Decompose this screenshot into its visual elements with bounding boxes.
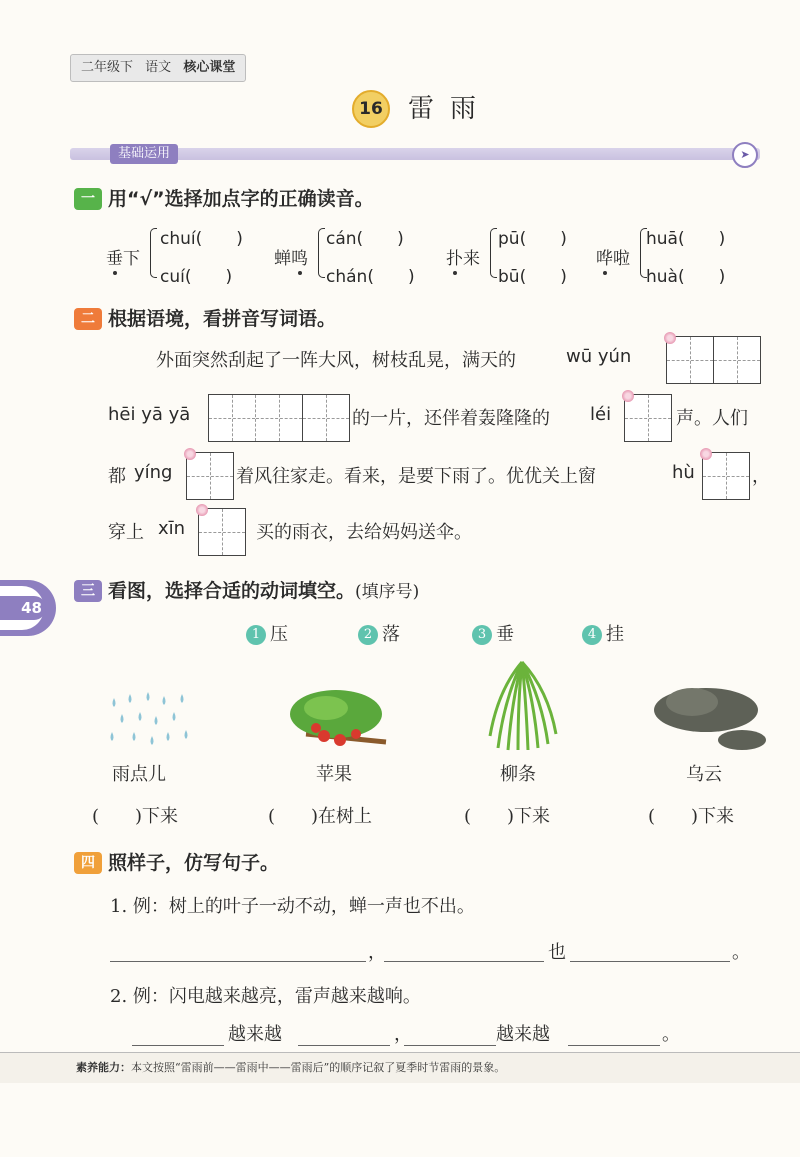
flower-icon — [184, 448, 196, 460]
pinyin-heiyaya: hēi yā yā — [108, 404, 191, 425]
flower-icon — [664, 332, 676, 344]
answer-line[interactable] — [132, 1044, 224, 1046]
page-number: 48 — [0, 596, 46, 620]
fill-blank[interactable]: ( )在树上 — [268, 806, 373, 827]
answer-grid[interactable] — [198, 508, 246, 556]
option-4: 4 挂 — [582, 620, 624, 646]
footer-note — [0, 1052, 800, 1083]
q2-line2-end: 声。人们 — [676, 408, 748, 429]
footer-text: 本文按照“雷雨前——雷雨中——雷雨后”的顺序记叙了夏季时节雷雨的景象。 — [131, 1061, 506, 1074]
brace — [490, 228, 497, 278]
q4-period: 。 — [662, 1024, 680, 1045]
q2-line4-text: 买的雨衣，去给妈妈送伞。 — [256, 522, 472, 543]
q1-option[interactable]: cuí( ) — [160, 267, 233, 287]
answer-line[interactable] — [110, 960, 366, 962]
apple-tree-picture — [286, 684, 390, 754]
option-2: 2 落 — [358, 620, 400, 646]
fill-blank[interactable]: ( )下来 — [464, 806, 551, 827]
q1-title: 用“√”选择加点字的正确读音。 — [108, 188, 374, 210]
option-1: 1 压 — [246, 620, 288, 646]
answer-grid[interactable] — [702, 452, 750, 500]
fill-blank[interactable]: ( )下来 — [92, 806, 179, 827]
q3-number: 三 — [74, 580, 102, 602]
subject-label: 语文 — [145, 60, 172, 75]
q1-option[interactable]: chán( ) — [326, 267, 415, 287]
q4-example-1: 1. 例：树上的叶子一动不动，蝉一声也不出。 — [110, 896, 475, 917]
q1-option[interactable]: pū( ) — [498, 229, 567, 249]
option-3: 3 垂 — [472, 620, 514, 646]
dark-cloud-picture — [650, 680, 770, 752]
answer-grid[interactable] — [624, 394, 672, 442]
q1-header — [74, 184, 374, 211]
q4-ye: 也 — [548, 942, 566, 963]
q1-option[interactable]: cán( ) — [326, 229, 404, 249]
flower-icon — [622, 390, 634, 402]
q1-option[interactable]: bū( ) — [498, 267, 567, 287]
answer-line[interactable] — [298, 1044, 390, 1046]
q2-line2-text: 的一片，还伴着轰隆隆的 — [352, 408, 550, 429]
series-label: 核心课堂 — [183, 60, 236, 75]
answer-line[interactable] — [404, 1044, 496, 1046]
q4-header — [74, 848, 279, 875]
flower-icon — [196, 504, 208, 516]
q4-period: 。 — [732, 942, 750, 963]
q1-option[interactable]: huà( ) — [646, 267, 726, 287]
q4-comma: ， — [394, 1024, 412, 1045]
q4-yuelaiyue: 越来越 — [228, 1024, 282, 1045]
cursor-icon: ➤ — [732, 142, 758, 168]
fill-blank[interactable]: ( )下来 — [648, 806, 735, 827]
q2-number: 二 — [74, 308, 102, 330]
q2-line3-start: 都 — [108, 466, 126, 487]
q4-number: 四 — [74, 852, 102, 874]
brace — [318, 228, 325, 278]
flower-icon — [700, 448, 712, 460]
q4-title: 照样子，仿写句子。 — [108, 852, 280, 874]
lesson-number: 16 — [352, 90, 390, 128]
q1-word-2: 蝉鸣 — [274, 249, 308, 269]
brace — [150, 228, 157, 278]
q2-line3-end: ， — [752, 466, 770, 487]
q3-hint: (填序号) — [355, 582, 420, 602]
q1-option[interactable]: chuí( ) — [160, 229, 243, 249]
q2-line3-text: 着风往家走。看来，是要下雨了。优优关上窗 — [236, 466, 596, 487]
answer-line[interactable] — [568, 1044, 660, 1046]
q2-line4-start: 穿上 — [108, 522, 144, 543]
q4-yuelaiyue: 越来越 — [496, 1024, 550, 1045]
answer-grid[interactable] — [666, 336, 761, 384]
answer-line[interactable] — [384, 960, 544, 962]
picture-label: 雨点儿 — [112, 764, 166, 785]
q2-line1-text: 外面突然刮起了一阵大风，树枝乱晃，满天的 — [156, 350, 516, 371]
q4-comma: ， — [368, 942, 386, 963]
answer-grid[interactable] — [186, 452, 234, 500]
pinyin-wuyun: wū yún — [566, 346, 632, 367]
q1-word-3: 扑来 — [446, 249, 480, 269]
q3-header — [74, 576, 419, 603]
q2-title: 根据语境，看拼音写词语。 — [108, 308, 337, 330]
q1-word-1-char: 垂 — [106, 249, 123, 269]
q4-example-2: 2. 例：闪电越来越亮，雷声越来越响。 — [110, 986, 421, 1007]
picture-label: 苹果 — [316, 764, 352, 785]
q1-number: 一 — [74, 188, 102, 210]
picture-label: 柳条 — [500, 764, 536, 785]
q2-header — [74, 304, 336, 331]
willow-picture — [484, 660, 560, 752]
footer-label: 素养能力： — [76, 1061, 131, 1074]
q1-word-1: 垂下 — [106, 249, 140, 269]
answer-grid[interactable] — [208, 394, 350, 442]
pinyin-ying: yíng — [134, 462, 173, 483]
q1-word-4: 哗啦 — [596, 249, 630, 269]
book-badge — [70, 54, 246, 82]
grade-label: 二年级下 — [81, 60, 134, 75]
picture-label: 乌云 — [686, 764, 722, 785]
raindrops-picture — [104, 690, 194, 752]
q1-option[interactable]: huā( ) — [646, 229, 726, 249]
section-tag: 基础运用 — [110, 144, 178, 164]
lesson-title: 雷雨 — [408, 94, 493, 124]
answer-line[interactable] — [570, 960, 730, 962]
q3-title: 看图，选择合适的动词填空。 — [108, 580, 356, 602]
pinyin-hu: hù — [672, 462, 695, 483]
pinyin-lei: léi — [590, 404, 612, 425]
pinyin-xin: xīn — [158, 518, 186, 539]
